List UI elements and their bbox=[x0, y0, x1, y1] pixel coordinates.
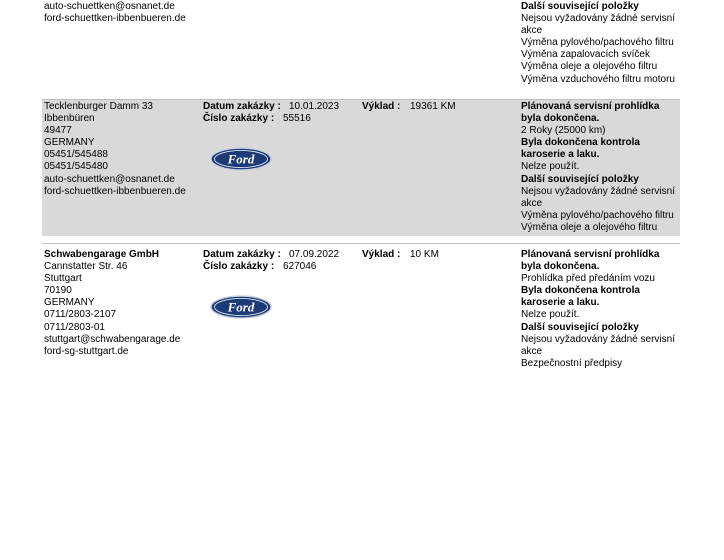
dealer-address bbox=[44, 101, 186, 198]
service-item: Nejsou vyžadovány žádné servisní akce bbox=[521, 13, 675, 37]
service-record-0 bbox=[42, 0, 680, 92]
dealer-website[interactable]: ford-schuettken-ibbenbueren.de bbox=[44, 13, 186, 25]
order-number: 55516 bbox=[283, 113, 311, 125]
service-item: Výměna oleje a olejového filtru bbox=[521, 221, 658, 233]
dealer-address bbox=[44, 249, 180, 358]
dealer-street: Cannstatter Str. 46 bbox=[44, 261, 128, 273]
service-record-1 bbox=[42, 100, 680, 236]
ford-logo bbox=[210, 147, 272, 174]
dealer-country: GERMANY bbox=[44, 137, 95, 149]
order-date-label: Datum zakázky : bbox=[203, 101, 281, 112]
service-item: Další související položky bbox=[521, 173, 639, 185]
dealer-postcode: 49477 bbox=[44, 125, 72, 137]
dealer-street: Tecklenburger Damm 33 bbox=[44, 101, 153, 112]
dealer-postcode: 70190 bbox=[44, 285, 72, 297]
service-item: Další související položky bbox=[521, 321, 639, 333]
dealer-website[interactable]: ford-sg-stuttgart.de bbox=[44, 345, 129, 357]
dealer-email[interactable]: stuttgart@schwabengarage.de bbox=[44, 333, 181, 345]
service-record-2 bbox=[42, 244, 680, 374]
order-date: 10.01.2023 bbox=[289, 101, 340, 112]
dealer-phone: 0711/2803-2107 bbox=[44, 309, 117, 321]
service-item: Bezpečnostní předpisy bbox=[521, 357, 623, 369]
mileage bbox=[362, 101, 512, 113]
service-item: Výměna oleje a olejového filtru bbox=[521, 61, 658, 73]
order-number-label: Číslo zakázky : bbox=[203, 261, 275, 273]
service-item: Výměna pylového/pachového filtru bbox=[521, 37, 674, 49]
service-item: Výměna vzduchového filtru motoru bbox=[521, 73, 675, 85]
dealer-phone-2: 05451/545480 bbox=[44, 161, 108, 173]
ford-logo bbox=[210, 295, 272, 322]
service-items bbox=[521, 249, 679, 370]
dealer-phone-2: 0711/2803-01 bbox=[44, 321, 105, 333]
mileage-label: Výklad : bbox=[362, 249, 401, 260]
dealer-address bbox=[44, 1, 186, 25]
order-number-label: Číslo zakázky : bbox=[203, 113, 275, 125]
service-item: 2 Roky (25000 km) bbox=[521, 125, 606, 137]
ford-logo-wordmark: Ford bbox=[227, 151, 255, 167]
order-date-label: Datum zakázky : bbox=[203, 249, 281, 260]
service-item: Výměna zapalovacích svíček bbox=[521, 49, 650, 61]
service-item: Plánovaná servisní prohlídka byla dokončena. bbox=[521, 249, 660, 273]
order-meta bbox=[203, 101, 373, 125]
service-item: Nelze použít. bbox=[521, 309, 580, 321]
service-item: Další související položky bbox=[521, 1, 639, 12]
mileage-value: 10 KM bbox=[410, 249, 439, 260]
service-item: Výměna pylového/pachového filtru bbox=[521, 209, 674, 221]
order-date: 07.09.2022 bbox=[289, 249, 340, 260]
dealer-phone: 05451/545488 bbox=[44, 149, 108, 161]
service-item: Plánovaná servisní prohlídka byla dokončena. bbox=[521, 101, 660, 125]
service-item: Nejsou vyžadovány žádné servisní akce bbox=[521, 185, 675, 209]
service-items bbox=[521, 1, 679, 86]
ford-logo-wordmark: Ford bbox=[227, 299, 255, 315]
dealer-country: GERMANY bbox=[44, 297, 95, 309]
service-item: Nejsou vyžadovány žádné servisní akce bbox=[521, 333, 675, 357]
service-item: Byla dokončena kontrola karoserie a laku. bbox=[521, 285, 640, 309]
service-items bbox=[521, 101, 679, 234]
order-meta bbox=[203, 249, 373, 273]
dealer-email[interactable]: auto-schuettken@osnanet.de bbox=[44, 1, 175, 12]
service-item: Nelze použít. bbox=[521, 161, 580, 173]
service-item: Byla dokončena kontrola karoserie a laku. bbox=[521, 137, 640, 161]
dealer-email[interactable]: auto-schuettken@osnanet.de bbox=[44, 173, 175, 185]
service-item: Prohlídka před předáním vozu bbox=[521, 273, 655, 285]
dealer-website[interactable]: ford-schuettken-ibbenbueren.de bbox=[44, 185, 186, 197]
dealer-city: Stuttgart bbox=[44, 273, 82, 285]
order-number: 627046 bbox=[283, 261, 317, 273]
mileage bbox=[362, 249, 512, 261]
dealer-city: Ibbenbüren bbox=[44, 113, 95, 125]
mileage-label: Výklad : bbox=[362, 101, 401, 112]
mileage-value: 19361 KM bbox=[410, 101, 456, 112]
dealer-name: Schwabengarage GmbH bbox=[44, 249, 160, 260]
